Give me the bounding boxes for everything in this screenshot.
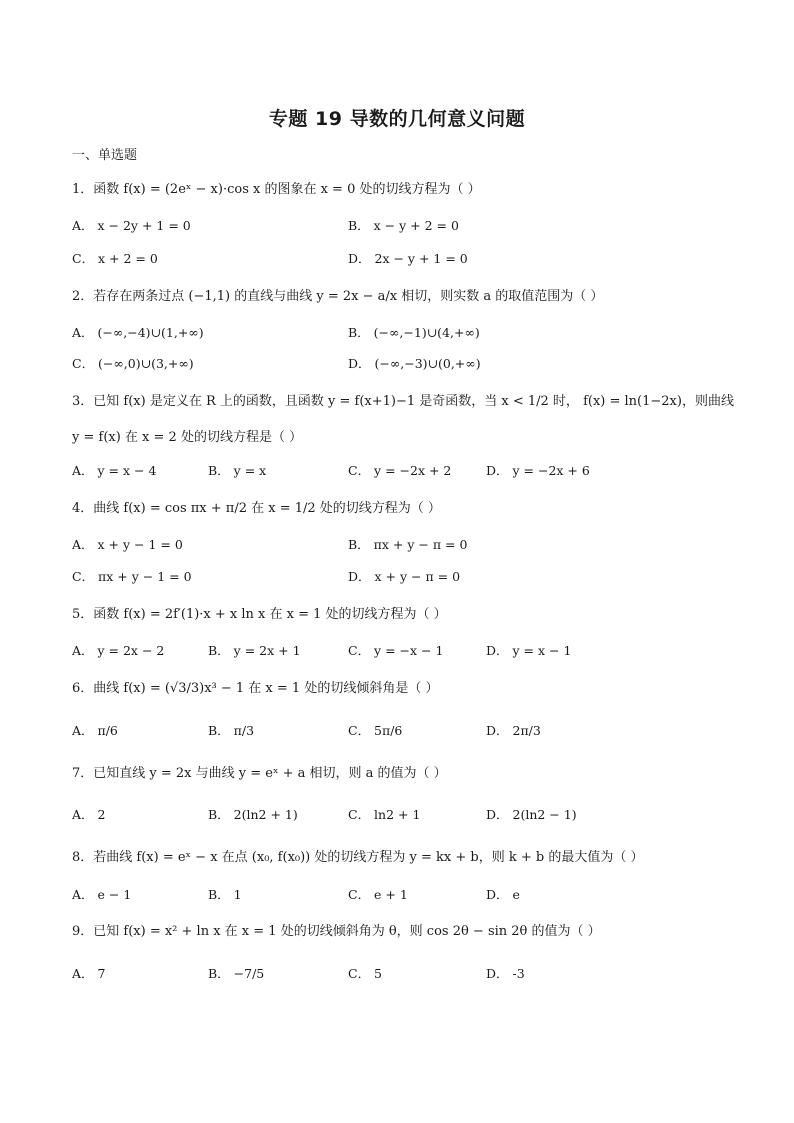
question-5-option-b: B． y = 2x + 1: [208, 643, 301, 658]
question-3-option-d: D． y = −2x + 6: [486, 463, 590, 478]
page-title: 专题 19 导数的几何意义问题: [268, 108, 526, 130]
question-2-option-c: C． (−∞,0)∪(3,+∞): [72, 356, 194, 371]
question-2-stem: 2．若存在两条过点 (−1,1) 的直线与曲线 y = 2x − a/x 相切，则实数 a 的取值范围为（ ）: [72, 289, 604, 304]
question-6-option-d: D． 2π/3: [486, 723, 541, 738]
question-9-option-b: B． −7/5: [208, 966, 265, 981]
question-6-option-b: B． π/3: [208, 723, 255, 738]
question-4-option-a: A． x + y − 1 = 0: [72, 537, 183, 552]
question-3-stem: 3．已知 f(x) 是定义在 R 上的函数，且函数 y = f(x+1)−1 是奇函数，当 x < 1/2 时， f(x) = ln(1−2x)，则曲线: [72, 394, 734, 409]
question-6-stem: 6．曲线 f(x) = (√3/3)x³ − 1 在 x = 1 处的切线倾斜角是（ ）: [72, 681, 439, 696]
question-3-option-c: C． y = −2x + 2: [348, 463, 452, 478]
question-5-stem: 5．函数 f(x) = 2f′(1)·x + x ln x 在 x = 1 处的切线方程为（ ）: [72, 607, 447, 622]
section-heading: 一、单选题: [72, 148, 138, 163]
question-3-stem-continued: y = f(x) 在 x = 2 处的切线方程是（ ）: [72, 430, 303, 445]
question-1-option-a: A． x − 2y + 1 = 0: [72, 218, 191, 233]
question-9-option-d: D． -3: [486, 966, 525, 981]
question-7-option-c: C． ln2 + 1: [348, 807, 421, 822]
question-8-option-a: A． e − 1: [72, 887, 132, 902]
question-2-option-d: D． (−∞,−3)∪(0,+∞): [348, 356, 481, 371]
question-4-stem: 4．曲线 f(x) = cos πx + π/2 在 x = 1/2 处的切线方程为（ ）: [72, 501, 441, 516]
question-4-option-b: B． πx + y − π = 0: [348, 537, 468, 552]
question-1-option-c: C． x + 2 = 0: [72, 251, 158, 266]
question-5-option-d: D． y = x − 1: [486, 643, 572, 658]
question-2-option-b: B． (−∞,−1)∪(4,+∞): [348, 325, 480, 340]
question-6-option-c: C． 5π/6: [348, 723, 403, 738]
question-8-stem: 8．若曲线 f(x) = eˣ − x 在点 (x₀, f(x₀)) 处的切线方程为 y = kx + b，则 k + b 的最大值为（ ）: [72, 850, 644, 865]
question-7-option-d: D． 2(ln2 − 1): [486, 807, 577, 822]
question-3-option-b: B． y = x: [208, 463, 267, 478]
question-5-option-a: A． y = 2x − 2: [72, 643, 165, 658]
question-7-stem: 7．已知直线 y = 2x 与曲线 y = eˣ + a 相切，则 a 的值为（ ）: [72, 766, 447, 781]
question-8-option-d: D． e: [486, 887, 520, 902]
question-1-option-d: D． 2x − y + 1 = 0: [348, 251, 468, 266]
question-2-option-a: A． (−∞,−4)∪(1,+∞): [72, 325, 204, 340]
question-1-stem: 1．函数 f(x) = (2eˣ − x)·cos x 的图象在 x = 0 处的切线方程为（ ）: [72, 182, 481, 197]
question-5-option-c: C． y = −x − 1: [348, 643, 444, 658]
question-9-option-c: C． 5: [348, 966, 382, 981]
question-1-option-b: B． x − y + 2 = 0: [348, 218, 459, 233]
question-9-stem: 9．已知 f(x) = x² + ln x 在 x = 1 处的切线倾斜角为 θ，则 cos 2θ − sin 2θ 的值为（ ）: [72, 924, 601, 939]
question-4-option-c: C． πx + y − 1 = 0: [72, 569, 192, 584]
question-8-option-b: B． 1: [208, 887, 242, 902]
question-4-option-d: D． x + y − π = 0: [348, 569, 461, 584]
question-7-option-a: A． 2: [72, 807, 106, 822]
question-6-option-a: A． π/6: [72, 723, 118, 738]
question-8-option-c: C． e + 1: [348, 887, 408, 902]
question-3-option-a: A． y = x − 4: [72, 463, 157, 478]
question-7-option-b: B． 2(ln2 + 1): [208, 807, 298, 822]
question-9-option-a: A． 7: [72, 966, 106, 981]
